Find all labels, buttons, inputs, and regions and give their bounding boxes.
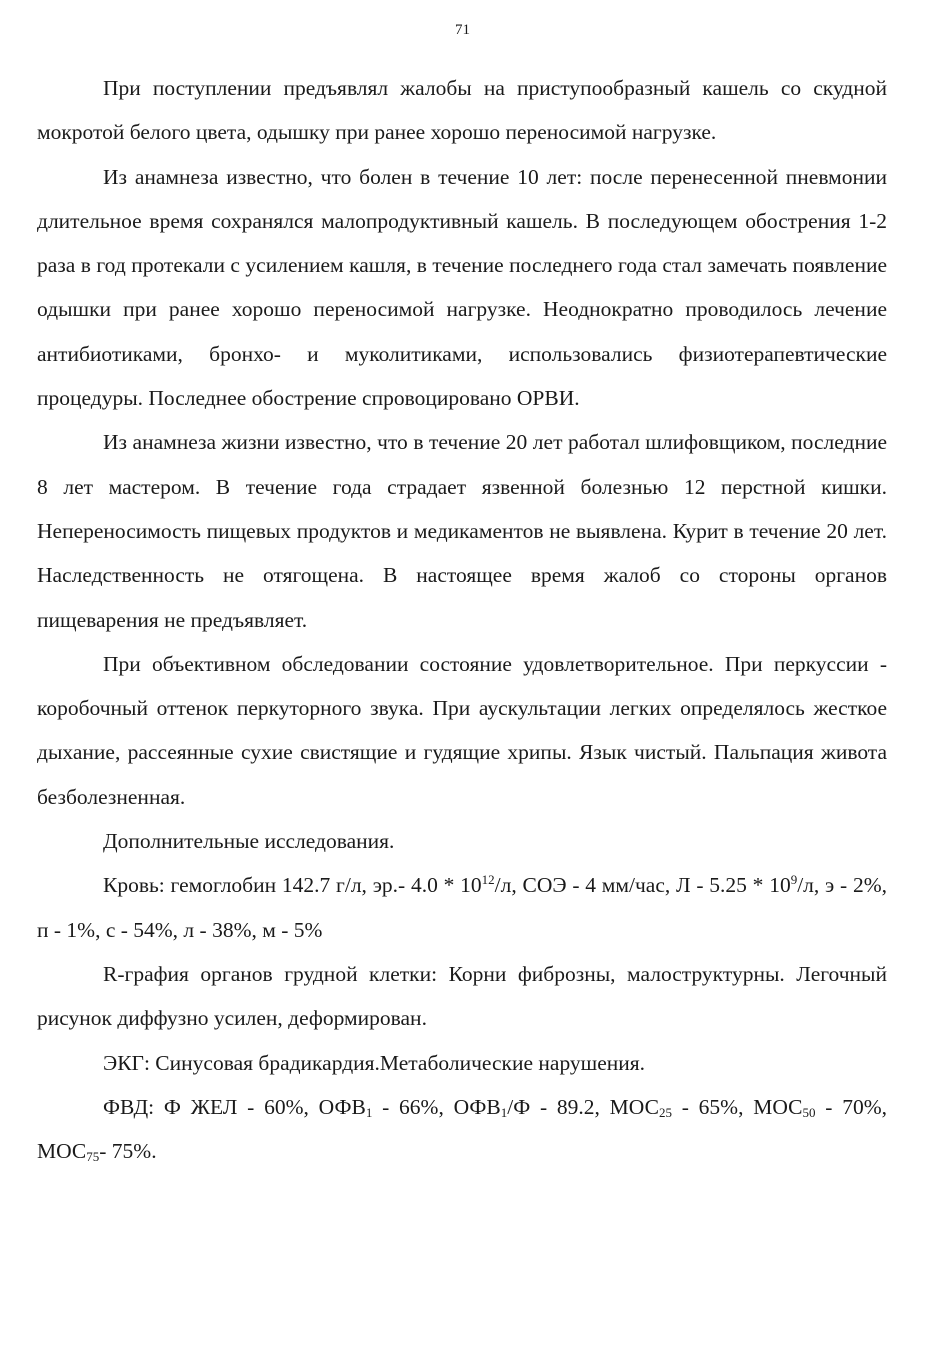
fvd-sub-4: 50 xyxy=(802,1104,816,1120)
paragraph-blood-test xyxy=(37,863,887,952)
blood-text-2: /л, СОЭ - 4 мм/час, Л - 5.25 * 10 xyxy=(494,873,791,898)
fvd-text-3: /Ф - 89.2, МОС xyxy=(507,1094,659,1119)
fvd-sub-2: 1 xyxy=(500,1104,508,1120)
fvd-text-1: ФВД: Ф ЖЕЛ - 60%, ОФВ xyxy=(103,1094,366,1119)
fvd-text-6: - 75%. xyxy=(99,1139,157,1164)
fvd-sub-5: 75 xyxy=(86,1149,100,1165)
blood-exponent-2: 9 xyxy=(790,872,798,888)
blood-text-3: /л, э - 2%, п - 1%, с - 54%, л - 38%, м - 5% xyxy=(37,873,888,942)
blood-exponent-1: 12 xyxy=(481,872,495,888)
fvd-text-4: - 65%, МОС xyxy=(671,1094,803,1119)
paragraph-fvd xyxy=(37,1085,887,1174)
blood-text-1: Кровь: гемоглобин 142.7 г/л, эр.- 4.0 * 10 xyxy=(103,873,482,898)
fvd-sub-3: 25 xyxy=(658,1104,672,1120)
fvd-text-2: - 66%, ОФВ xyxy=(372,1094,501,1119)
fvd-sub-1: 1 xyxy=(365,1104,373,1120)
document-body xyxy=(37,66,887,1173)
paragraph-ecg: ЭКГ: Синусовая брадикардия.Метаболические нарушения. xyxy=(103,1050,646,1075)
paragraph-additional-heading: Дополнительные исследования. xyxy=(103,829,395,854)
paragraph-complaints: При поступлении предъявлял жалобы на приступообразный кашель со скудной мокротой белого цвета, одышку при ранее хорошо переносимой нагрузке. xyxy=(37,76,887,145)
paragraph-anamnesis-life: Из анамнеза жизни известно, что в течение 20 лет работал шлифовщиком, последние 8 лет мастером. В течение года страдает язвенной болезнью 12 перстной кишки. Непереносимость пищевых продуктов и медикаментов не выявлена. Курит в течение 20 лет. Наследственность не отягощена. В настоящее время жалоб со стороны органов пищеварения не предъявляет. xyxy=(37,430,887,632)
paragraph-anamnesis-disease: Из анамнеза известно, что болен в течение 10 лет: после перенесенной пневмонии длительное время сохранялся малопродуктивный кашель. В последующем обострения 1-2 раза в год протекали с усилением кашля, в течение последнего года стал замечать появление одышки при ранее хорошо переносимой нагрузке. Неоднократно проводилось лечение антибиотиками, бронхо- и муколитиками, использовались физиотерапевтические процедуры. Последнее обострение спровоцировано ОРВИ. xyxy=(37,164,887,411)
fvd-text-5: - 70%, МОС xyxy=(37,1094,887,1164)
page-number: 71 xyxy=(455,22,470,38)
paragraph-xray: R-графия органов грудной клетки: Корни фиброзны, малоструктурны. Легочный рисунок диффузно усилен, деформирован. xyxy=(37,961,887,1031)
paragraph-objective: При объективном обследовании состояние удовлетворительное. При перкуссии - коробочный оттенок перкуторного звука. При аускультации легких определялось жесткое дыхание, рассеянные сухие свистящие и гудящие хрипы. Язык чистый. Пальпация живота безболезненная. xyxy=(37,651,887,809)
